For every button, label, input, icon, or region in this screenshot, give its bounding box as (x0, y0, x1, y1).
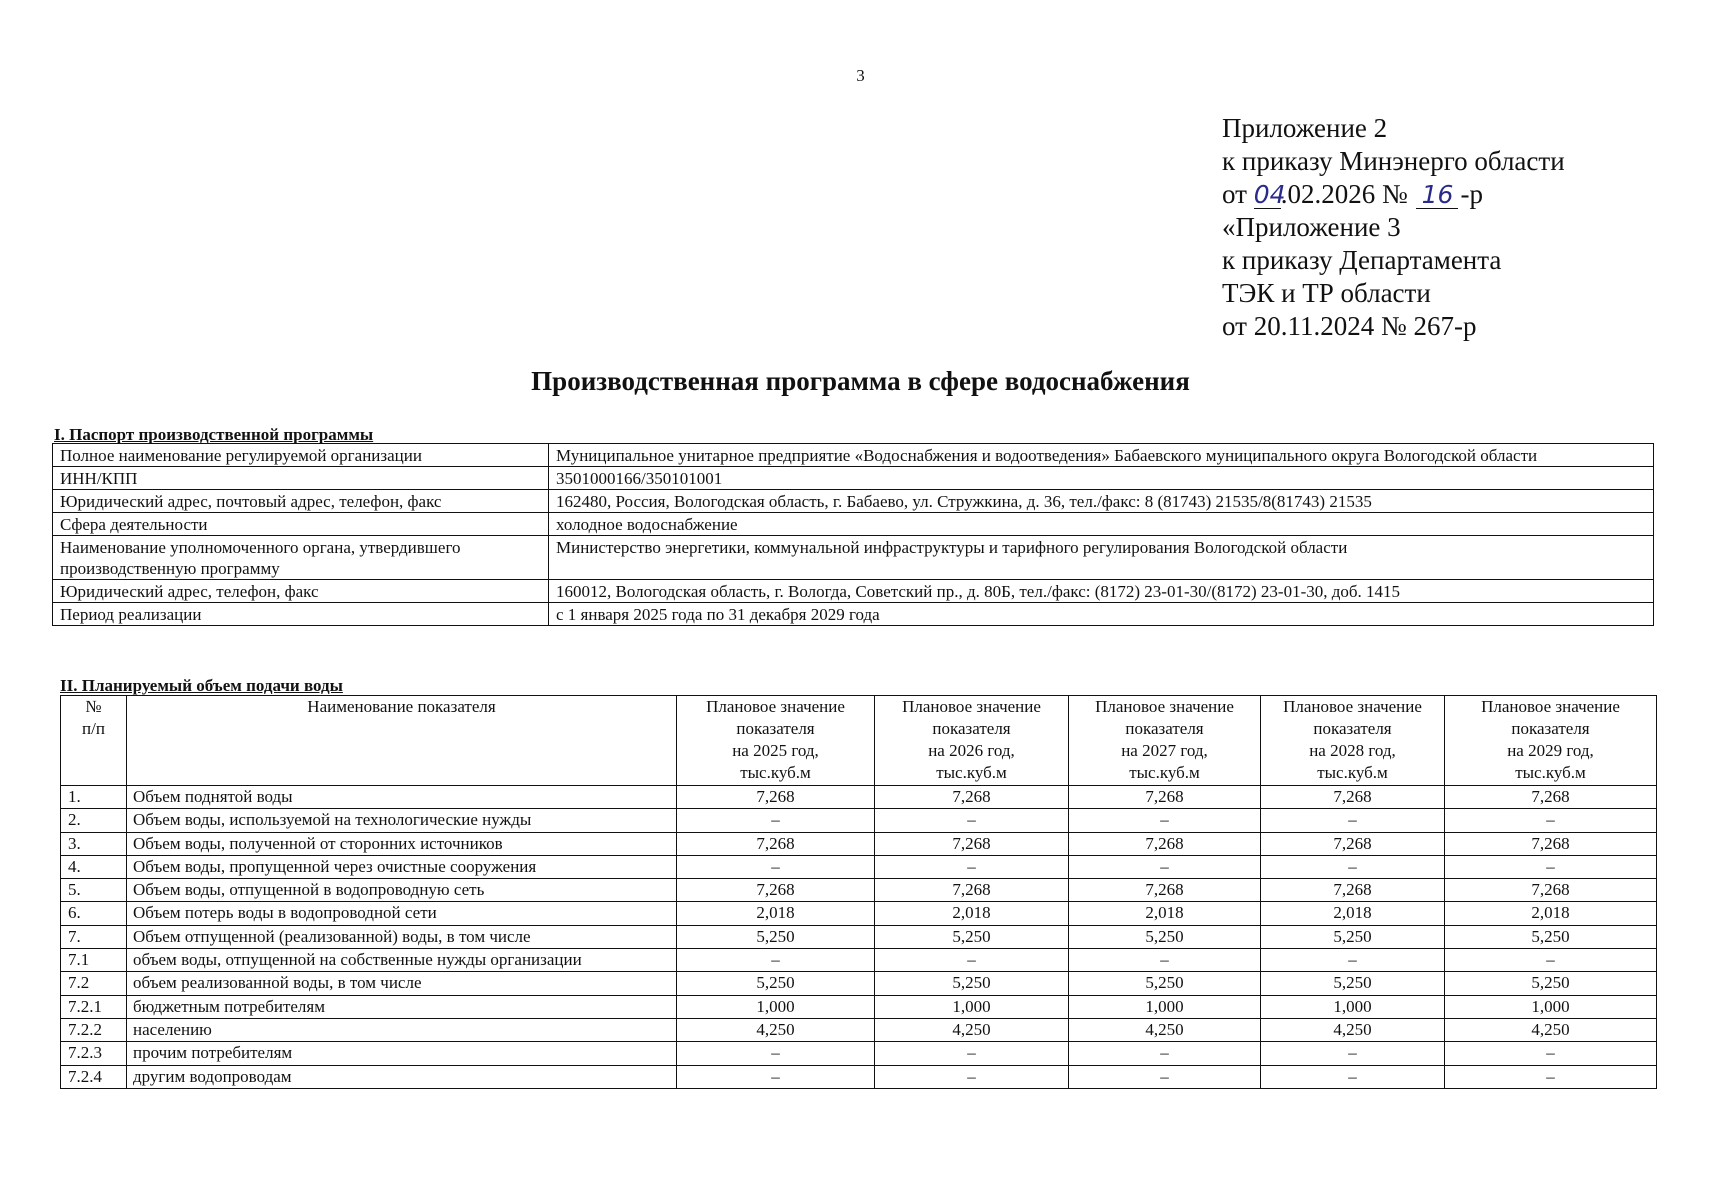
row-indicator-name: Объем воды, пропущенной через очистные сооружения (127, 855, 677, 878)
header-line: на 2027 год, (1121, 741, 1208, 760)
row-number: 7.2.3 (61, 1042, 127, 1065)
row-value-2027: 5,250 (1069, 925, 1261, 948)
page-number: 3 (856, 66, 865, 85)
row-value-2027: 1,000 (1069, 995, 1261, 1018)
row-indicator-name: объем воды, отпущенной на собственные нужды организации (127, 949, 677, 972)
row-value-2025: 7,268 (677, 786, 875, 809)
header-line: Плановое значение (1283, 697, 1422, 716)
header-line: показателя (1125, 719, 1204, 738)
header-line: на 2028 год, (1309, 741, 1396, 760)
row-value-2027: 7,268 (1069, 832, 1261, 855)
passport-row (53, 513, 1654, 536)
row-value-2029: – (1445, 949, 1657, 972)
row-value-2027: – (1069, 949, 1261, 972)
appendix-block (1222, 112, 1565, 343)
passport-row (53, 603, 1654, 626)
row-value-2026: 1,000 (875, 995, 1069, 1018)
row-value-2029: – (1445, 855, 1657, 878)
row-indicator-name: другим водопроводам (127, 1065, 677, 1088)
header-line: на 2025 год, (732, 741, 819, 760)
row-value-2029: – (1445, 809, 1657, 832)
header-line: тыс.куб.м (1129, 763, 1200, 782)
row-value-2025: – (677, 1065, 875, 1088)
table-row (61, 925, 1657, 948)
header-line: Плановое значение (1481, 697, 1620, 716)
row-indicator-name: Объем отпущенной (реализованной) воды, в том числе (127, 925, 677, 948)
passport-value: с 1 января 2025 года по 31 декабря 2029 года (549, 603, 1654, 626)
row-number: 5. (61, 879, 127, 902)
row-value-2028: – (1261, 809, 1445, 832)
document-title: Производственная программа в сфере водоснабжения (531, 366, 1190, 396)
row-value-2028: – (1261, 855, 1445, 878)
row-value-2028: 7,268 (1261, 879, 1445, 902)
header-line: тыс.куб.м (740, 763, 811, 782)
header-line: на 2029 год, (1507, 741, 1594, 760)
row-value-2028: 7,268 (1261, 832, 1445, 855)
row-value-2026: – (875, 809, 1069, 832)
row-number: 1. (61, 786, 127, 809)
row-value-2029: 7,268 (1445, 832, 1657, 855)
appendix-line-5: к приказу Департамента (1222, 245, 1502, 275)
row-number: 7. (61, 925, 127, 948)
row-value-2027: – (1069, 1065, 1261, 1088)
table-row (61, 855, 1657, 878)
table-row (61, 879, 1657, 902)
row-indicator-name: бюджетным потребителям (127, 995, 677, 1018)
row-value-2026: 7,268 (875, 786, 1069, 809)
row-number: 6. (61, 902, 127, 925)
row-value-2028: – (1261, 1042, 1445, 1065)
row-value-2028: 7,268 (1261, 786, 1445, 809)
row-value-2026: – (875, 1065, 1069, 1088)
header-number-line2: п/п (82, 719, 105, 738)
row-value-2029: 5,250 (1445, 925, 1657, 948)
passport-value: Министерство энергетики, коммунальной инфраструктуры и тарифного регулирования Вологодской области (549, 536, 1654, 580)
row-value-2025: 7,268 (677, 832, 875, 855)
row-value-2025: 5,250 (677, 925, 875, 948)
header-year-2028 (1261, 696, 1445, 786)
row-value-2025: – (677, 855, 875, 878)
header-year-2027 (1069, 696, 1261, 786)
appendix-line-6: ТЭК и ТР области (1222, 278, 1431, 308)
header-line: Плановое значение (1095, 697, 1234, 716)
row-value-2027: – (1069, 855, 1261, 878)
table-row (61, 1065, 1657, 1088)
table-row (61, 995, 1657, 1018)
appendix-line-3 (1222, 178, 1565, 211)
row-value-2029: 7,268 (1445, 879, 1657, 902)
row-indicator-name: Объем воды, полученной от сторонних источников (127, 832, 677, 855)
passport-row (53, 536, 1654, 580)
passport-value: холодное водоснабжение (549, 513, 1654, 536)
row-value-2026: – (875, 855, 1069, 878)
row-value-2025: – (677, 949, 875, 972)
handwritten-day: 04 (1253, 180, 1286, 209)
header-line: Плановое значение (706, 697, 845, 716)
passport-row (53, 580, 1654, 603)
passport-value: 160012, Вологодская область, г. Вологда, Советский пр., д. 80Б, тел./факс: (8172) 23-01-30/(8172) 23-01-30, доб. 1415 (549, 580, 1654, 603)
row-value-2027: 7,268 (1069, 786, 1261, 809)
passport-label: Полное наименование регулируемой организации (53, 444, 549, 467)
row-value-2025: 5,250 (677, 972, 875, 995)
row-number: 7.2.1 (61, 995, 127, 1018)
table-row (61, 949, 1657, 972)
passport-label: ИНН/КПП (53, 467, 549, 490)
row-value-2028: 4,250 (1261, 1018, 1445, 1041)
row-value-2028: 2,018 (1261, 902, 1445, 925)
row-value-2029: 5,250 (1445, 972, 1657, 995)
header-line: показателя (1511, 719, 1590, 738)
row-value-2029: 2,018 (1445, 902, 1657, 925)
row-indicator-name: Объем потерь воды в водопроводной сети (127, 902, 677, 925)
row-value-2026: 5,250 (875, 925, 1069, 948)
row-number: 4. (61, 855, 127, 878)
row-indicator-name: Объем воды, используемой на технологические нужды (127, 809, 677, 832)
appendix-line-7: от 20.11.2024 № 267-р (1222, 311, 1477, 341)
row-number: 7.2.4 (61, 1065, 127, 1088)
row-value-2029: 1,000 (1445, 995, 1657, 1018)
passport-label: Период реализации (53, 603, 549, 626)
header-line: Плановое значение (902, 697, 1041, 716)
table-row (61, 902, 1657, 925)
appendix-line-1: Приложение 2 (1222, 113, 1388, 143)
row-value-2027: – (1069, 1042, 1261, 1065)
row-value-2027: 2,018 (1069, 902, 1261, 925)
handwritten-order-number: 16 (1416, 182, 1458, 209)
row-value-2025: 4,250 (677, 1018, 875, 1041)
row-value-2026: – (875, 1042, 1069, 1065)
appendix-from-label: от (1222, 179, 1247, 209)
row-value-2025: 7,268 (677, 879, 875, 902)
row-number: 7.2 (61, 972, 127, 995)
row-indicator-name: прочим потребителям (127, 1042, 677, 1065)
row-number: 3. (61, 832, 127, 855)
row-value-2026: – (875, 949, 1069, 972)
passport-row (53, 490, 1654, 513)
row-value-2027: 5,250 (1069, 972, 1261, 995)
row-number: 7.2.2 (61, 1018, 127, 1041)
row-value-2026: 7,268 (875, 879, 1069, 902)
appendix-line-2: к приказу Минэнерго области (1222, 146, 1565, 176)
header-line: показателя (1313, 719, 1392, 738)
table-header-row (61, 696, 1657, 786)
section-2-title: II. Планируемый объем подачи воды (60, 676, 343, 695)
row-value-2028: 1,000 (1261, 995, 1445, 1018)
row-value-2026: 7,268 (875, 832, 1069, 855)
row-value-2026: 4,250 (875, 1018, 1069, 1041)
appendix-line-4: «Приложение 3 (1222, 212, 1401, 242)
row-value-2028: 5,250 (1261, 925, 1445, 948)
header-number-line1: № (85, 697, 102, 716)
header-line: тыс.куб.м (936, 763, 1007, 782)
row-indicator-name: Объем поднятой воды (127, 786, 677, 809)
passport-value: 162480, Россия, Вологодская область, г. Бабаево, ул. Стружкина, д. 36, тел./факс: 8 (81743) 21535/8(81743) 21535 (549, 490, 1654, 513)
row-value-2026: 2,018 (875, 902, 1069, 925)
passport-label: Юридический адрес, почтовый адрес, телефон, факс (53, 490, 549, 513)
passport-label: Сфера деятельности (53, 513, 549, 536)
row-value-2025: 1,000 (677, 995, 875, 1018)
header-line: показателя (736, 719, 815, 738)
appendix-date-rest: .02.2026 № (1280, 179, 1408, 209)
row-value-2026: 5,250 (875, 972, 1069, 995)
row-value-2028: – (1261, 949, 1445, 972)
table-row (61, 1018, 1657, 1041)
table-row (61, 786, 1657, 809)
header-line: тыс.куб.м (1317, 763, 1388, 782)
section-1-title: I. Паспорт производственной программы (54, 425, 374, 444)
row-value-2027: 7,268 (1069, 879, 1261, 902)
appendix-order-suffix: -р (1460, 179, 1483, 209)
table-row (61, 832, 1657, 855)
row-value-2025: – (677, 1042, 875, 1065)
header-number (61, 696, 127, 786)
header-line: тыс.куб.м (1515, 763, 1586, 782)
water-volume-table (60, 695, 1657, 1089)
header-year-2029 (1445, 696, 1657, 786)
header-indicator-name: Наименование показателя (127, 696, 677, 786)
passport-label: Наименование уполномоченного органа, утвердившего производственную программу (53, 536, 549, 580)
row-number: 2. (61, 809, 127, 832)
row-value-2028: 5,250 (1261, 972, 1445, 995)
passport-label: Юридический адрес, телефон, факс (53, 580, 549, 603)
row-value-2028: – (1261, 1065, 1445, 1088)
row-indicator-name: населению (127, 1018, 677, 1041)
passport-value: Муниципальное унитарное предприятие «Водоснабжения и водоотведения» Бабаевского муниципального округа Вологодской области (549, 444, 1654, 467)
passport-table (52, 443, 1654, 626)
row-value-2029: – (1445, 1065, 1657, 1088)
passport-row (53, 444, 1654, 467)
header-line: показателя (932, 719, 1011, 738)
header-line: на 2026 год, (928, 741, 1015, 760)
table-row (61, 1042, 1657, 1065)
table-row (61, 809, 1657, 832)
row-value-2029: 4,250 (1445, 1018, 1657, 1041)
header-year-2025 (677, 696, 875, 786)
passport-row (53, 467, 1654, 490)
row-value-2027: – (1069, 809, 1261, 832)
row-value-2027: 4,250 (1069, 1018, 1261, 1041)
table-row (61, 972, 1657, 995)
row-indicator-name: объем реализованной воды, в том числе (127, 972, 677, 995)
row-value-2025: – (677, 809, 875, 832)
header-year-2026 (875, 696, 1069, 786)
row-value-2025: 2,018 (677, 902, 875, 925)
row-number: 7.1 (61, 949, 127, 972)
row-indicator-name: Объем воды, отпущенной в водопроводную сеть (127, 879, 677, 902)
row-value-2029: – (1445, 1042, 1657, 1065)
passport-value: 3501000166/350101001 (549, 467, 1654, 490)
row-value-2029: 7,268 (1445, 786, 1657, 809)
